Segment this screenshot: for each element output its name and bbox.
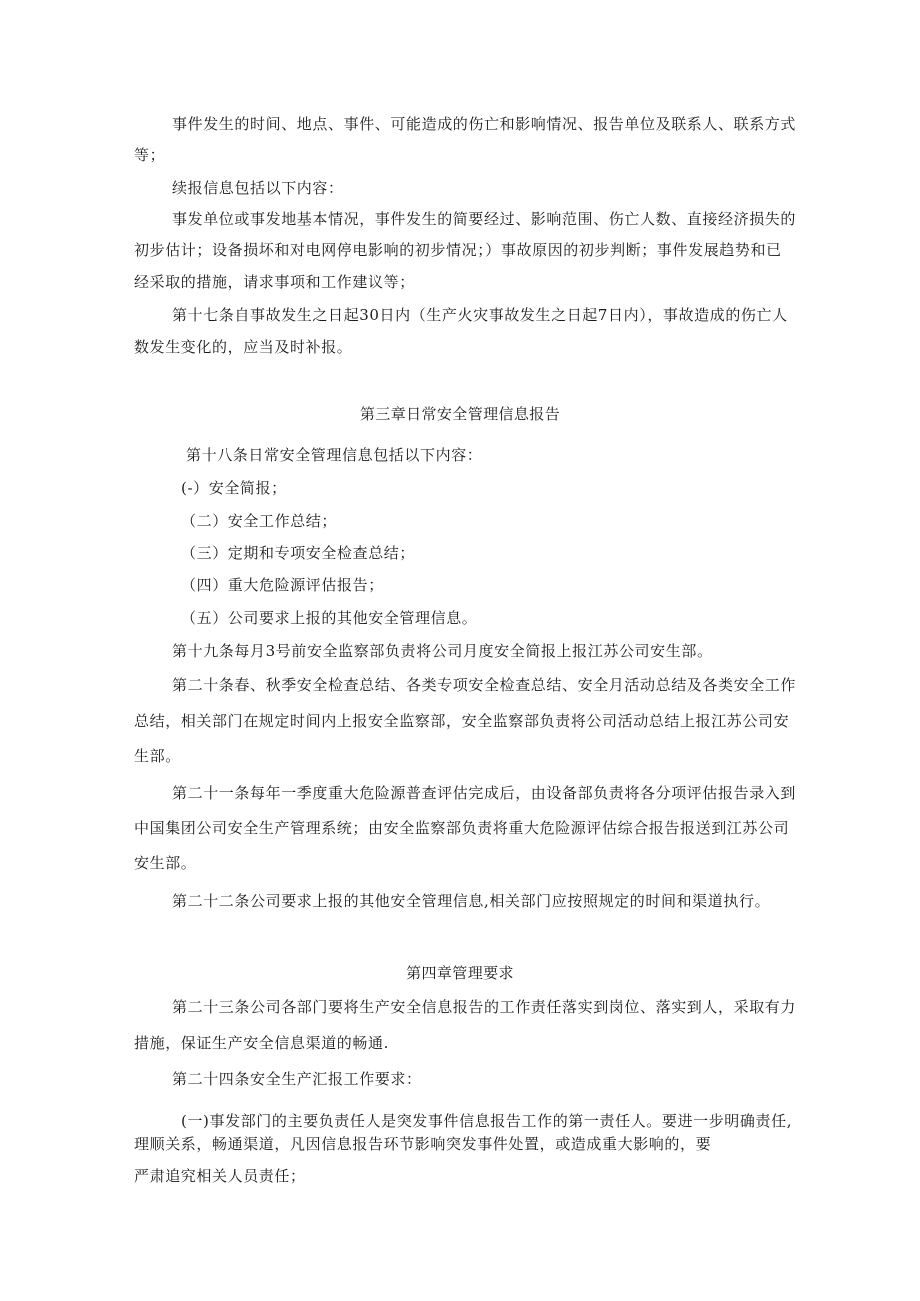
chapter-heading: 第四章管理要求 <box>406 964 514 982</box>
paragraph-line: 事发单位或事发地基本情况，事件发生的简要经过、影响范围、伤亡人数、直接经济损失的 <box>172 210 797 228</box>
article-line: 第二十条春、秋季安全检查总结、各类专项安全检查总结、安全月活动总结及各类安全工作 <box>172 676 797 694</box>
article-line: 第二十一条每年一季度重大危险源普查评估完成后，由设备部负责将各分项评估报告录入到 <box>172 784 797 802</box>
article-line: 理顺关系，畅通渠道，凡因信息报告环节影响突发事件处置，或造成重大影响的，要 <box>134 1135 712 1153</box>
article-line: 中国集团公司安全生产管理系统；由安全监察部负责将重大危险源评估综合报告报送到江苏公司 <box>134 819 790 837</box>
article-line: 第二十二条公司要求上报的其他安全管理信息,相关部门应按照规定的时间和渠道执行。 <box>172 892 771 910</box>
list-item: （三）定期和专项安全检查总结； <box>181 544 416 562</box>
paragraph-line: 数发生变化的，应当及时补报。 <box>134 338 353 356</box>
list-item: (-）安全简报； <box>181 479 287 497</box>
article-line: 安生部。 <box>134 854 197 872</box>
paragraph-line: 初步估计；设备损坏和对电网停电影响的初步情况；）事故原因的初步判断；事件发展趋势和已 <box>134 241 782 259</box>
chapter-heading: 第三章日常安全管理信息报告 <box>359 405 561 423</box>
article-line: 第十九条每月3号前安全监察部负责将公司月度安全简报上报江苏公司安生部。 <box>172 642 713 660</box>
article-line: 第二十四条安全生产汇报工作要求： <box>172 1070 422 1088</box>
article-line: 严肃追究相关人员责任； <box>134 1167 306 1185</box>
list-item: （四）重大危险源评估报告； <box>181 576 384 594</box>
paragraph-line: 续报信息包括以下内容： <box>172 179 344 197</box>
list-item: （五）公司要求上报的其他安全管理信息。 <box>181 609 478 627</box>
paragraph-line: 经采取的措施，请求事项和工作建议等； <box>134 273 415 291</box>
article-line: (一)事发部门的主要负责任人是突发事件信息报告工作的第一责任人。要进一步明确责任, <box>181 1112 793 1130</box>
paragraph-line: 第十七条自事故发生之日起30日内（生产火灾事故发生之日起7日内），事故造成的伤亡人 <box>172 306 788 324</box>
article-line: 措施，保证生产安全信息渠道的畅通. <box>134 1034 389 1052</box>
list-item: （二）安全工作总结； <box>181 512 338 530</box>
paragraph-line: 等； <box>134 146 166 164</box>
article-line: 第十八条日常安全管理信息包括以下内容： <box>186 446 483 464</box>
paragraph-line: 事件发生的时间、地点、事件、可能造成的伤亡和影响情况、报告单位及联系人、联系方式 <box>172 115 797 133</box>
article-line: 总结，相关部门在规定时间内上报安全监察部，安全监察部负责将公司活动总结上报江苏公司安 <box>134 712 790 730</box>
article-line: 生部。 <box>134 747 181 765</box>
article-line: 第二十三条公司各部门要将生产安全信息报告的工作责任落实到岗位、落实到人，采取有力 <box>172 998 797 1016</box>
